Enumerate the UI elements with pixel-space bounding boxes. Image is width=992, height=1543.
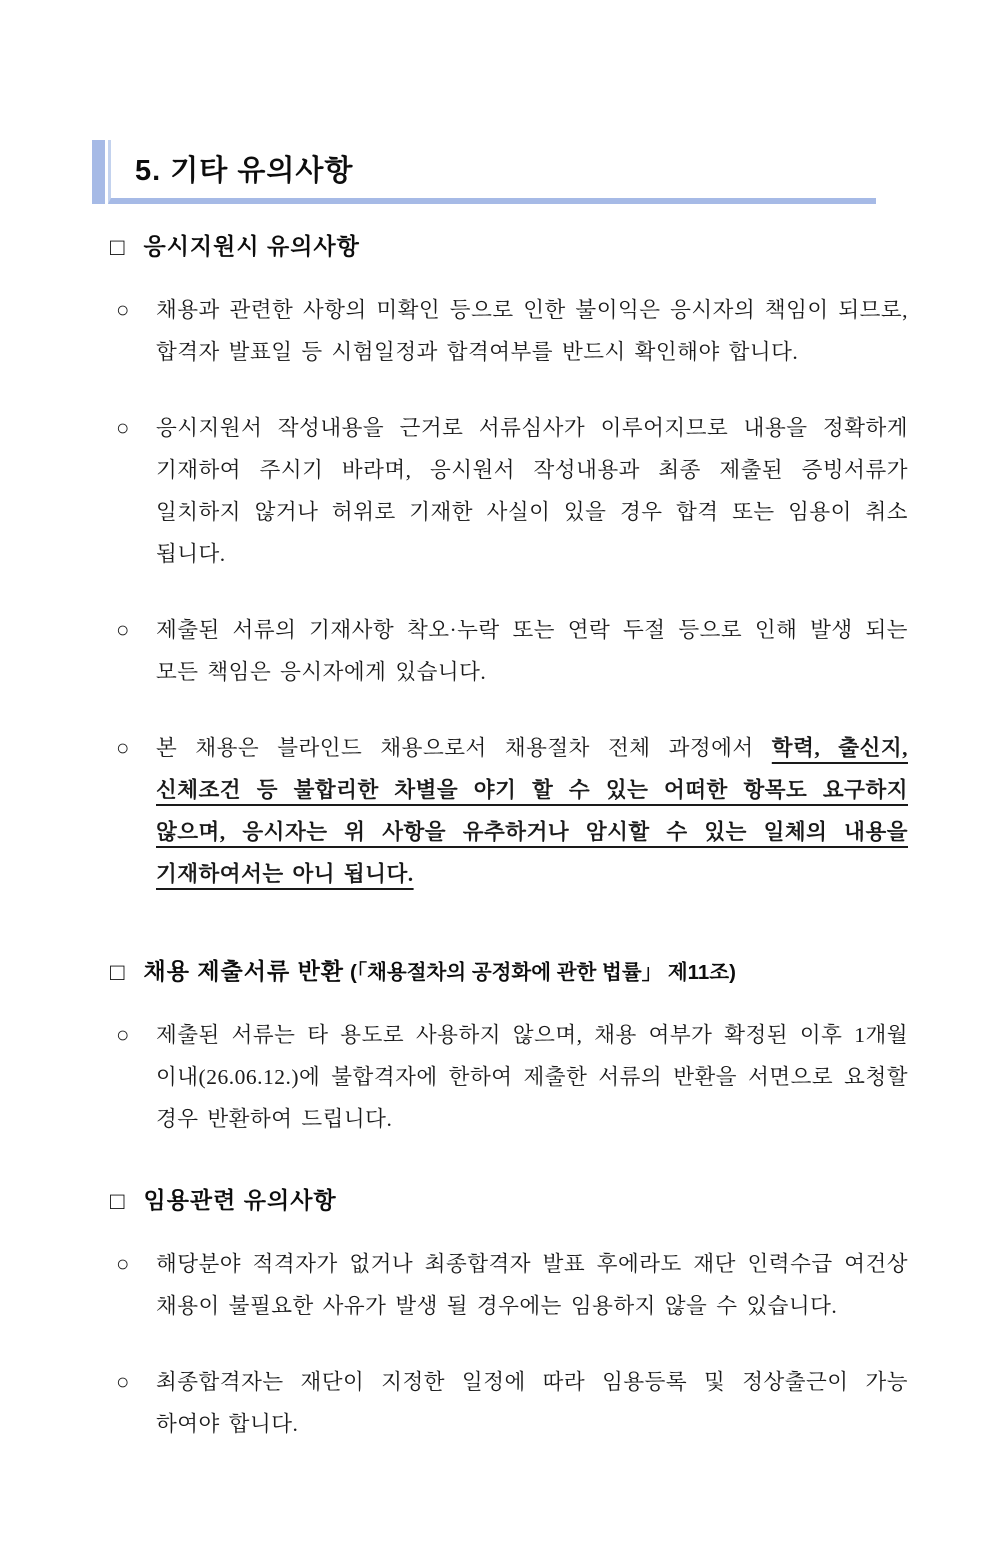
item-text: 최종합격자는 재단이 지정한 일정에 따라 임용등록 및 정상출근이 가능 하여야 합니다. (156, 1370, 908, 1436)
list-item (116, 1361, 908, 1445)
section-heading-document-return (110, 953, 908, 986)
page-title: 5. 기타 유의사항 (135, 155, 354, 187)
section-heading-label: 응시지원시 유의사항 (143, 233, 360, 259)
list-item (116, 407, 908, 575)
circle-bullet-icon: ○ (116, 297, 130, 322)
title-accent-bar (92, 140, 105, 204)
list-item (116, 1014, 908, 1140)
section-heading-application-notes (110, 228, 908, 261)
section-title-block (92, 140, 876, 204)
circle-bullet-icon: ○ (116, 1251, 130, 1276)
list-item (116, 1243, 908, 1327)
square-bullet-icon: □ (110, 234, 126, 261)
item-text: 제출된 서류의 기재사항 착오·누락 또는 연락 두절 등으로 인해 발생 되는 모든 책임은 응시자에게 있습니다. (156, 618, 908, 684)
square-bullet-icon: □ (110, 1188, 126, 1215)
list-item (116, 727, 908, 895)
item-text: 본 채용은 블라인드 채용으로서 채용절차 전체 과정에서 (156, 736, 772, 760)
square-bullet-icon: □ (110, 959, 126, 986)
document-body (110, 228, 908, 1445)
list-item (116, 289, 908, 373)
list-item (116, 609, 908, 693)
circle-bullet-icon: ○ (116, 415, 130, 440)
section-heading-label: 채용 제출서류 반환 (143, 958, 345, 984)
circle-bullet-icon: ○ (116, 735, 130, 760)
section-heading-label: 임용관련 유의사항 (143, 1187, 337, 1213)
circle-bullet-icon: ○ (116, 617, 130, 642)
section-heading-appointment-notes (110, 1182, 908, 1215)
item-text: 제출된 서류는 타 용도로 사용하지 않으며, 채용 여부가 확정된 이후 1개월 이내(26.06.12.)에 불합격자에 한하여 제출한 서류의 반환을 서면으로 요청할 경우 반환하여 드립니다. (156, 1023, 908, 1131)
item-text: 채용과 관련한 사항의 미확인 등으로 인한 불이익은 응시자의 책임이 되므로, 합격자 발표일 등 시험일정과 합격여부를 반드시 확인해야 합니다. (156, 298, 908, 364)
circle-bullet-icon: ○ (116, 1022, 130, 1047)
title-underline-box (108, 140, 876, 204)
section-heading-note: (「채용절차의 공정화에 관한 법률」 제11조) (350, 961, 736, 984)
item-text: 해당분야 적격자가 없거나 최종합격자 발표 후에라도 재단 인력수급 여건상 채용이 불필요한 사유가 발생 될 경우에는 임용하지 않을 수 있습니다. (156, 1252, 908, 1318)
circle-bullet-icon: ○ (116, 1369, 130, 1394)
item-emphasis-text: 학력, 출신지, 신체조건 등 불합리한 차별을 야기 할 수 있는 어떠한 항목도 요구하지 않으며, 응시자는 위 사항을 유추하거나 암시할 수 있는 일체의 내용을 기재하여서는 아니 됩니다. (156, 736, 908, 886)
item-text: 응시지원서 작성내용을 근거로 서류심사가 이루어지므로 내용을 정확하게 기재하여 주시기 바라며, 응시원서 작성내용과 최종 제출된 증빙서류가 일치하지 않거나 허위로 기재한 사실이 있을 경우 합격 또는 임용이 취소 됩니다. (156, 416, 908, 566)
document-page (0, 140, 992, 1543)
